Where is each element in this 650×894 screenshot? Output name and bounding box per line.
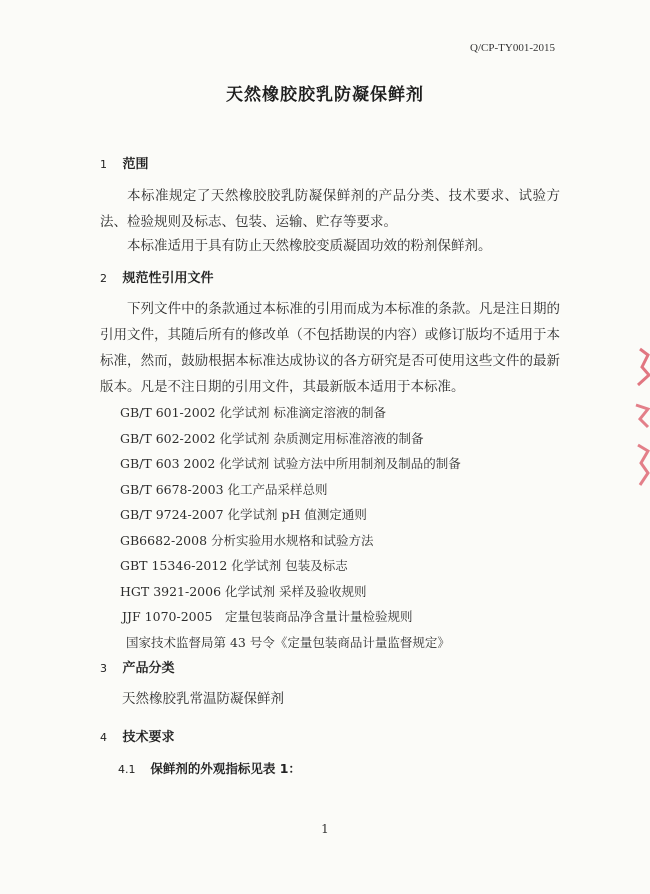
subsection-title: 保鲜剂的外观指标见表 1： (150, 761, 301, 776)
reference-item: GBT 15346-2012 化学试剂 包装及标志 (120, 558, 348, 573)
section-title: 范围 (122, 157, 149, 172)
reference-item: GB/T 6678-2003 化工产品采样总则 (120, 481, 328, 497)
section-number: 2 (100, 272, 107, 285)
reference-list (120, 400, 560, 655)
reference-item: GB/T 9724-2007 化学试剂 pH 值测定通则 (120, 507, 367, 522)
document-code: Q/CP-TY001-2015 (470, 42, 555, 54)
reference-item: GB/T 601-2002 化学试剂 标准滴定溶液的制备 (120, 405, 387, 420)
section-3-heading (100, 657, 175, 676)
reference-item: GB/T 602-2002 化学试剂 杂质测定用标准溶液的制备 (120, 430, 424, 446)
section-title: 产品分类 (122, 661, 175, 676)
subsection-number: 4.1 (118, 763, 136, 776)
reference-item: JJF 1070-2005 定量包装商品净含量计量检验规则 (122, 609, 413, 624)
section-number: 3 (100, 662, 107, 675)
document-title: 天然橡胶胶乳防凝保鲜剂 (226, 85, 424, 105)
reference-item: 国家技术监督局第 43 号令《定量包装商品计量监督规定》 (126, 634, 450, 650)
subsection-4-1-heading (118, 759, 301, 777)
red-stamp-mark (626, 345, 650, 495)
section-title: 技术要求 (122, 730, 175, 745)
reference-item: GB/T 603 2002 化学试剂 试验方法中所用制剂及制品的制备 (120, 456, 461, 471)
section-2-heading (100, 267, 214, 286)
reference-item: GB6682-2008 分析实验用水规格和试验方法 (120, 532, 374, 548)
section-number: 4 (100, 731, 107, 744)
section-title: 规范性引用文件 (122, 271, 214, 286)
section-1-paragraph-2: 本标准适用于具有防止天然橡胶变质凝固功效的粉剂保鲜剂。 (127, 238, 492, 254)
section-1-paragraph-1: 本标准规定了天然橡胶胶乳防凝保鲜剂的产品分类、技术要求、试验方法、检验规则及标志、包装、运输、贮存等要求。 (100, 188, 560, 230)
section-number: 1 (100, 158, 107, 171)
section-2-paragraph-1: 下列文件中的条款通过本标准的引用而成为本标准的条款。凡是注日期的引用文件，其随后所有的修改单（不包括勘误的内容）或修订版均不适用于本标准，然而，鼓励根据本标准达成协议的各方研究是否可使用这些文件的最新版本。凡是不注日期的引用文件，其最新版本适用于本标准。 (100, 301, 560, 395)
section-3-paragraph-1: 天然橡胶乳常温防凝保鲜剂 (122, 691, 284, 707)
reference-item: HGT 3921-2006 化学试剂 采样及验收规则 (120, 583, 367, 599)
section-4-heading (100, 726, 175, 745)
section-1-heading (100, 153, 149, 172)
page-number: 1 (321, 822, 329, 836)
